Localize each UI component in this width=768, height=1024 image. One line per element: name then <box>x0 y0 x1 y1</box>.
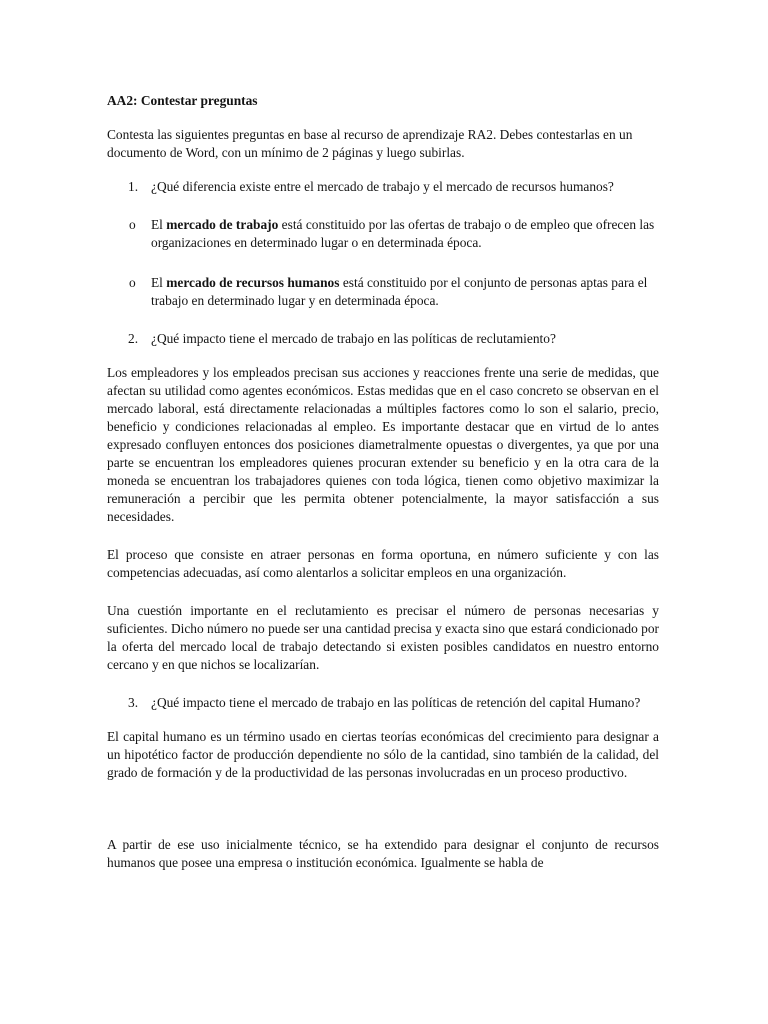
question-3-text: ¿Qué impacto tiene el mercado de trabajo en las políticas de retención del capital Humano? <box>151 695 641 710</box>
answer-2-paragraph-1: Los empleadores y los empleados precisan sus acciones y reacciones frente una serie de medidas, que afectan su utilidad como agentes económicos. Estas medidas que en el caso concreto se observan en el mercado laboral, está directamente relacionadas a múltiples factores como lo son el salario, precio, beneficio y condiciones relacionadas al empleo. Es importante destacar que en virtud de lo antes expresado confluyen entonces dos posiciones diametralmente opuestas o divergentes, ya que por una parte se encuentran los empleadores quienes procuran extender su beneficio y en la otra cara de la moneda se encuentran los trabajadores quienes con toda lógica, tienen como objetivo maximizar la remuneración a percibir que les permita obtener potencialmente, la mayor satisfacción a sus necesidades. <box>107 365 659 524</box>
bullet-1-prefix: El <box>151 217 167 232</box>
question-2-number: 2. <box>128 331 139 346</box>
intro-paragraph: Contesta las siguientes preguntas en base al recurso de aprendizaje RA2. Debes contestarlas en un documento de Word, con un mínimo de 2 páginas y luego subirlas. <box>107 127 633 160</box>
answer-3-paragraph-1: El capital humano es un término usado en ciertas teorías económicas del crecimiento para designar a un hipotético factor de producción dependiente no sólo de la cantidad, sino también de la calidad, del grado de formación y de la productividad de las personas involucradas en un proceso productivo. <box>107 729 659 780</box>
answer-2-paragraph-3: Una cuestión importante en el reclutamiento es precisar el número de personas necesarias y suficientes. Dicho número no puede ser una cantidad precisa y exacta sino que estará condicionado por la oferta del mercado local de trabajo detectando si existen posibles candidatos en nuestro entorno cercano y en que nichos se localizarían. <box>107 603 659 672</box>
bullet-marker: o <box>129 275 136 290</box>
bullet-1-term: mercado de trabajo <box>166 217 279 232</box>
bullet-2-prefix: El <box>151 275 167 290</box>
question-2 <box>107 330 659 348</box>
question-3 <box>107 694 659 712</box>
question-1-text: ¿Qué diferencia existe entre el mercado de trabajo y el mercado de recursos humanos? <box>151 179 614 194</box>
document-page <box>107 92 659 872</box>
question-1 <box>107 178 659 196</box>
document-title: AA2: Contestar preguntas <box>107 93 258 108</box>
bullet-1-text: está constituido por las ofertas de trabajo o de empleo que ofrecen las organizaciones en determinado lugar o en determinada época. <box>151 217 655 250</box>
bullet-marker: o <box>129 217 136 232</box>
bullet-2-text: está constituido por el conjunto de personas aptas para el trabajo en determinado lugar y en determinada época. <box>151 275 648 308</box>
answer-3-paragraph-2: A partir de ese uso inicialmente técnico, se ha extendido para designar el conjunto de recursos humanos que posee una empresa o institución económica. Igualmente se habla de <box>107 837 659 870</box>
question-2-text: ¿Qué impacto tiene el mercado de trabajo en las políticas de reclutamiento? <box>151 331 556 346</box>
bullet-labor-market <box>107 216 659 252</box>
question-3-number: 3. <box>128 695 139 710</box>
answer-2-paragraph-2: El proceso que consiste en atraer personas en forma oportuna, en número suficiente y con las competencias adecuadas, así como alentarlos a solicitar empleos en una organización. <box>107 547 659 580</box>
bullet-hr-market <box>107 274 659 310</box>
bullet-2-term: mercado de recursos humanos <box>166 275 340 290</box>
question-1-number: 1. <box>128 179 139 194</box>
